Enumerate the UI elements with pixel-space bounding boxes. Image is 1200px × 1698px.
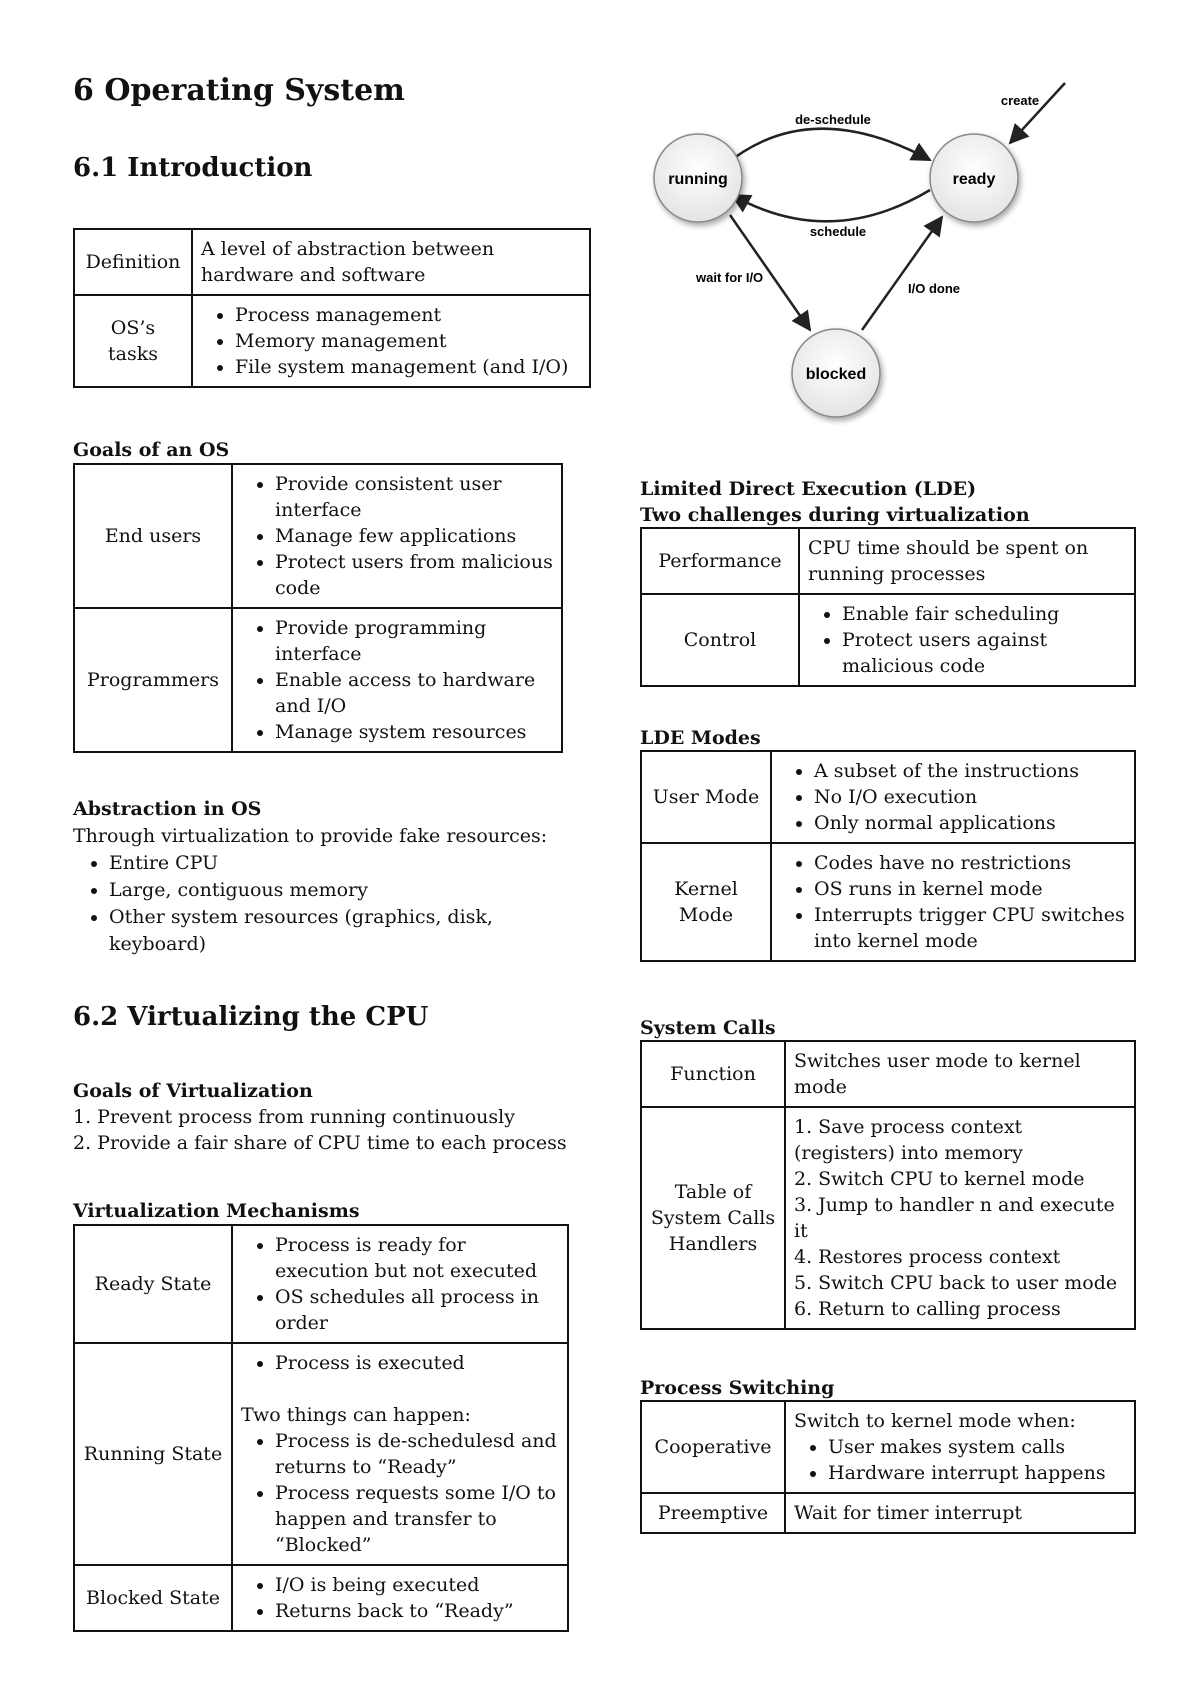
definition-key: Definition bbox=[74, 229, 192, 295]
list-item: • OS schedules all process in order bbox=[275, 1284, 559, 1336]
user-mode-list bbox=[780, 758, 1126, 836]
table-row bbox=[641, 843, 1135, 961]
list-item: 1. Save process context (registers) into memory bbox=[794, 1116, 1023, 1164]
list-item: • Hardware interrupt happens bbox=[828, 1460, 1126, 1486]
goals-virtualization-heading: Goals of Virtualization bbox=[73, 1080, 313, 1102]
chapter-title: 6 Operating System bbox=[73, 73, 405, 108]
list-item: 5. Switch CPU back to user mode bbox=[794, 1272, 1118, 1294]
table-row bbox=[641, 1041, 1135, 1107]
kernel-mode-list bbox=[780, 850, 1126, 954]
running-label: running bbox=[668, 171, 728, 188]
lde-modes-table bbox=[640, 750, 1136, 962]
goals-virtualization-line-1: 1. Prevent process from running continuously bbox=[73, 1106, 515, 1128]
list-item: • Process is executed bbox=[275, 1350, 559, 1376]
create-label: create bbox=[1000, 93, 1040, 108]
table-row bbox=[641, 528, 1135, 594]
end-users-list bbox=[241, 471, 553, 601]
goals-virtualization-line-2: 2. Provide a fair share of CPU time to each process bbox=[73, 1132, 567, 1154]
table-row bbox=[74, 1343, 568, 1565]
performance-value: CPU time should be spent on running processes bbox=[799, 528, 1135, 594]
list-item: • OS runs in kernel mode bbox=[814, 876, 1126, 902]
end-users-key: End users bbox=[74, 464, 232, 608]
kernel-mode-key: Kernel Mode bbox=[641, 843, 771, 961]
table-row bbox=[641, 751, 1135, 843]
list-item: • File system management (and I/O) bbox=[235, 354, 581, 380]
list-item: • Interrupts trigger CPU switches into kernel mode bbox=[814, 902, 1126, 954]
ready-state-key: Ready State bbox=[74, 1225, 232, 1343]
section-title-virtualizing-cpu: 6.2 Virtualizing the CPU bbox=[73, 1002, 429, 1032]
list-item: • Provide consistent user interface bbox=[275, 471, 553, 523]
preemptive-key: Preemptive bbox=[641, 1493, 785, 1533]
programmers-key: Programmers bbox=[74, 608, 232, 752]
list-item: • Manage system resources bbox=[275, 719, 553, 745]
abstraction-list bbox=[73, 850, 579, 958]
list-item: • Entire CPU bbox=[109, 850, 579, 877]
list-item: 4. Restores process context bbox=[794, 1246, 1061, 1268]
list-item: • I/O is being executed bbox=[275, 1572, 559, 1598]
running-state-outcomes bbox=[241, 1428, 559, 1558]
definition-value: A level of abstraction between hardware and software bbox=[192, 229, 590, 295]
ready-state-list bbox=[241, 1232, 559, 1336]
deschedule-arrow bbox=[725, 129, 930, 165]
ready-label: ready bbox=[952, 171, 996, 188]
control-key: Control bbox=[641, 594, 799, 686]
list-item: • Protect users against malicious code bbox=[842, 627, 1126, 679]
intro-table bbox=[73, 228, 591, 388]
abstraction-intro: Through virtualization to provide fake resources: bbox=[73, 825, 548, 847]
list-item: • Protect users from malicious code bbox=[275, 549, 553, 601]
goals-os-heading: Goals of an OS bbox=[73, 439, 230, 461]
io-done-label: I/O done bbox=[908, 281, 960, 296]
list-item: • Returns back to “Ready” bbox=[275, 1598, 559, 1624]
programmers-list bbox=[241, 615, 553, 745]
table-row bbox=[74, 1225, 568, 1343]
table-row bbox=[74, 229, 590, 295]
list-item: • Manage few applications bbox=[275, 523, 553, 549]
list-item: • Process is ready for execution but not executed bbox=[275, 1232, 559, 1284]
mechanisms-table bbox=[73, 1224, 569, 1632]
io-done-arrow bbox=[862, 217, 942, 330]
list-item: • Process requests some I/O to happen and transfer to “Blocked” bbox=[275, 1480, 559, 1558]
blocked-state-list bbox=[241, 1572, 559, 1624]
table-row bbox=[74, 608, 562, 752]
list-item: • A subset of the instructions bbox=[814, 758, 1126, 784]
lde-subheading: Two challenges during virtualization bbox=[640, 504, 1030, 526]
blocked-state-key: Blocked State bbox=[74, 1565, 232, 1631]
lde-modes-heading: LDE Modes bbox=[640, 727, 761, 749]
function-value: Switches user mode to kernel mode bbox=[785, 1041, 1135, 1107]
list-item: • Only normal applications bbox=[814, 810, 1126, 836]
tasks-list bbox=[201, 302, 581, 380]
list-item: • Large, contiguous memory bbox=[109, 877, 579, 904]
process-switching-heading: Process Switching bbox=[640, 1377, 835, 1399]
function-key: Function bbox=[641, 1041, 785, 1107]
table-row bbox=[74, 1565, 568, 1631]
deschedule-label: de-schedule bbox=[795, 112, 871, 127]
list-item: • Codes have no restrictions bbox=[814, 850, 1126, 876]
tasks-key: OS’s tasks bbox=[74, 295, 192, 387]
preemptive-value: Wait for timer interrupt bbox=[785, 1493, 1135, 1533]
list-item: • Other system resources (graphics, disk, keyboard) bbox=[109, 904, 579, 958]
list-item: • No I/O execution bbox=[814, 784, 1126, 810]
schedule-arrow bbox=[732, 190, 930, 221]
user-mode-key: User Mode bbox=[641, 751, 771, 843]
table-row bbox=[74, 295, 590, 387]
list-item: • Enable fair scheduling bbox=[842, 601, 1126, 627]
table-row bbox=[641, 1107, 1135, 1329]
lde-table bbox=[640, 527, 1136, 687]
running-state-subtitle: Two things can happen: bbox=[241, 1404, 471, 1426]
create-arrow bbox=[1010, 83, 1065, 143]
table-row bbox=[641, 594, 1135, 686]
cooperative-key: Cooperative bbox=[641, 1401, 785, 1493]
list-item: • User makes system calls bbox=[828, 1434, 1126, 1460]
section-title-introduction: 6.1 Introduction bbox=[73, 153, 313, 183]
running-state-list bbox=[241, 1350, 559, 1376]
schedule-label: schedule bbox=[809, 224, 867, 239]
system-calls-heading: System Calls bbox=[640, 1017, 776, 1039]
list-item: 3. Jump to handler n and execute it bbox=[794, 1194, 1115, 1242]
wait-io-label: wait for I/O bbox=[696, 270, 764, 285]
list-item: • Process is de-schedulesd and returns to “Ready” bbox=[275, 1428, 559, 1480]
table-row bbox=[641, 1493, 1135, 1533]
list-item: 2. Switch CPU to kernel mode bbox=[794, 1168, 1085, 1190]
process-switching-table bbox=[640, 1400, 1136, 1534]
mechanisms-heading: Virtualization Mechanisms bbox=[73, 1200, 360, 1222]
running-state-key: Running State bbox=[74, 1343, 232, 1565]
performance-key: Performance bbox=[641, 528, 799, 594]
cooperative-intro: Switch to kernel mode when: bbox=[794, 1410, 1076, 1432]
list-item: • Memory management bbox=[235, 328, 581, 354]
cooperative-list bbox=[794, 1434, 1126, 1486]
list-item: 6. Return to calling process bbox=[794, 1298, 1061, 1320]
table-row bbox=[74, 464, 562, 608]
handlers-key: Table of System Calls Handlers bbox=[641, 1107, 785, 1329]
abstraction-heading: Abstraction in OS bbox=[73, 798, 262, 820]
table-row bbox=[641, 1401, 1135, 1493]
lde-heading: Limited Direct Execution (LDE) bbox=[640, 478, 977, 500]
list-item: • Process management bbox=[235, 302, 581, 328]
system-calls-table bbox=[640, 1040, 1136, 1330]
control-list bbox=[808, 601, 1126, 679]
process-state-diagram bbox=[640, 75, 1080, 425]
blocked-label: blocked bbox=[805, 366, 867, 383]
list-item: • Enable access to hardware and I/O bbox=[275, 667, 553, 719]
goals-table bbox=[73, 463, 563, 753]
list-item: • Provide programming interface bbox=[275, 615, 553, 667]
